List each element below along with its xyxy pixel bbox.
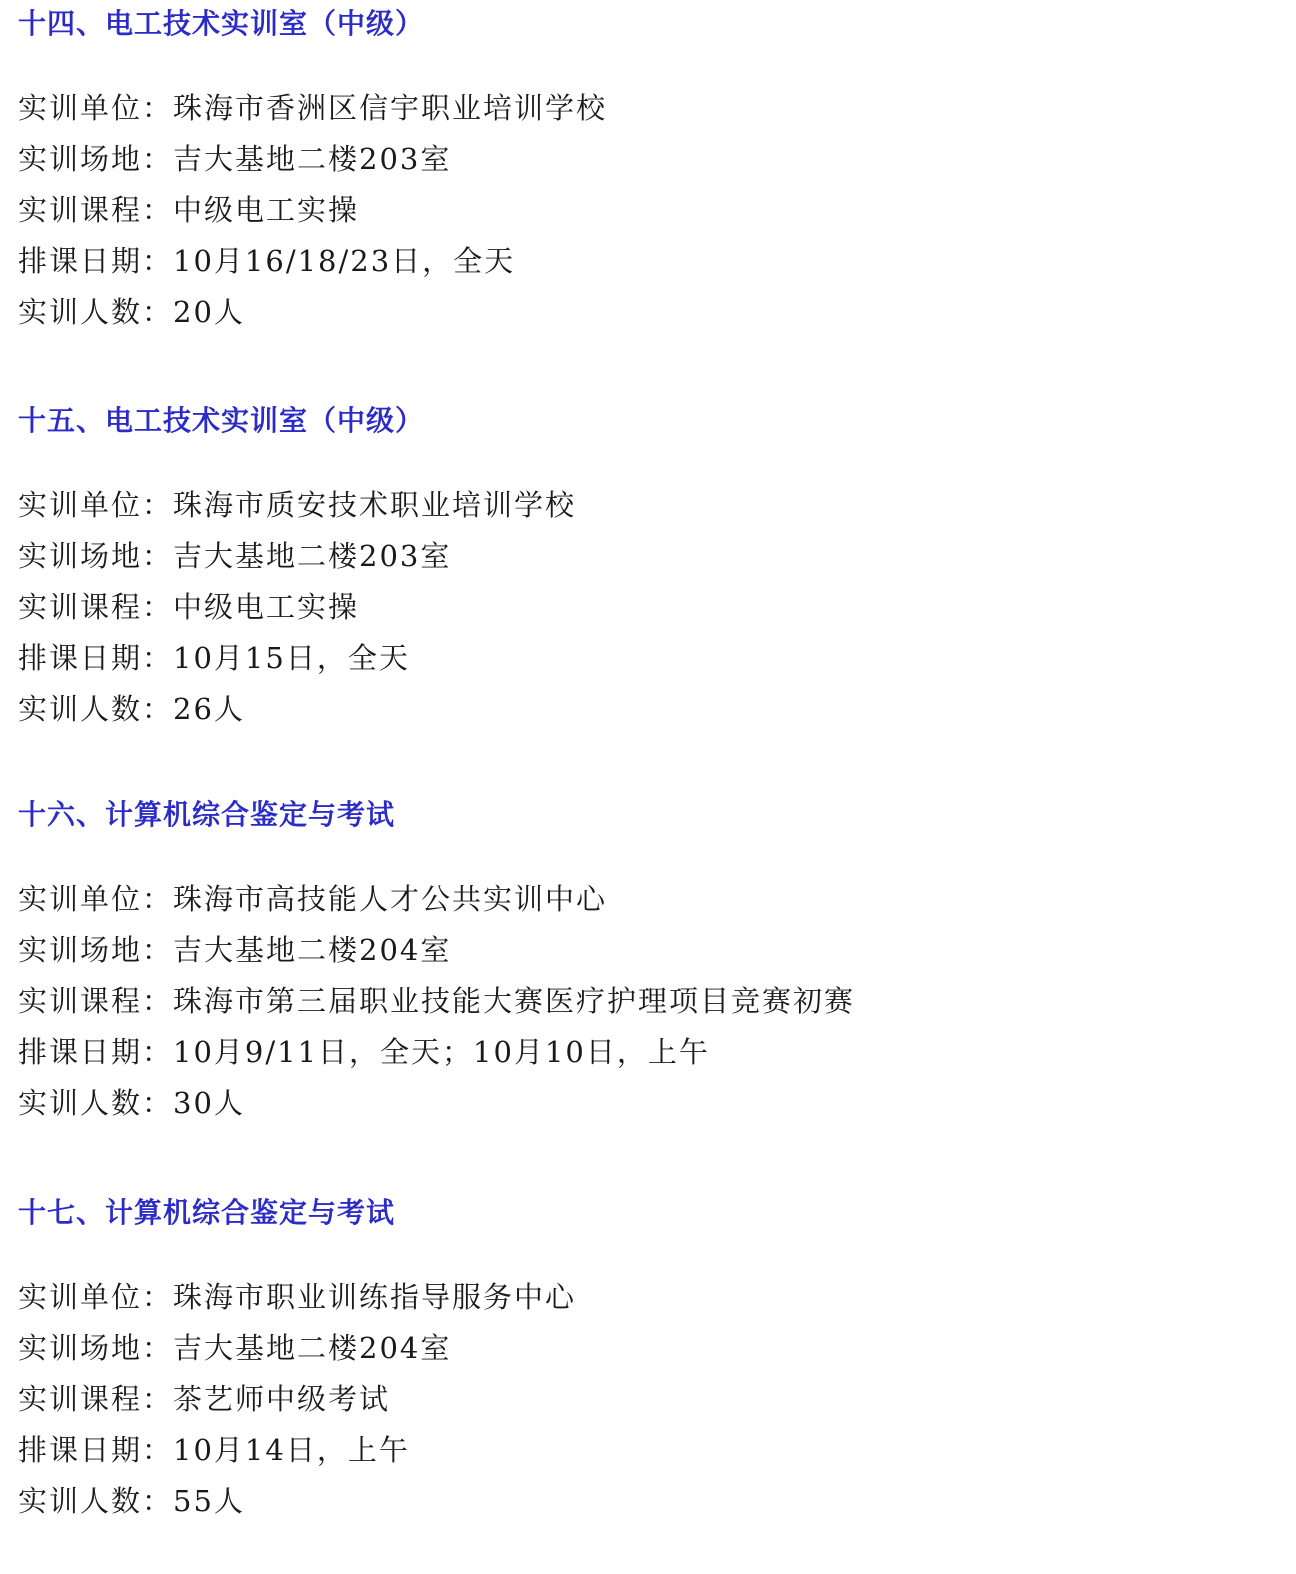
field-list	[18, 480, 1278, 735]
section-16	[18, 795, 1278, 1129]
field-value: 10月15日，全天	[173, 641, 410, 675]
field-course	[18, 582, 1278, 633]
section-14	[18, 4, 1278, 338]
field-unit	[18, 874, 1278, 925]
field-value: 26人	[173, 692, 245, 726]
field-label: 实训人数：	[18, 1086, 174, 1120]
field-unit	[18, 83, 1278, 134]
field-label: 实训人数：	[18, 295, 174, 329]
field-course	[18, 185, 1278, 236]
field-list	[18, 874, 1278, 1129]
field-venue	[18, 1323, 1278, 1374]
field-value: 30人	[173, 1086, 245, 1120]
field-label: 排课日期：	[18, 244, 174, 278]
field-course	[18, 1374, 1278, 1425]
field-value: 吉大基地二楼204室	[173, 1331, 452, 1365]
field-value: 珠海市香洲区信宇职业培训学校	[173, 91, 608, 125]
field-headcount	[18, 1476, 1278, 1527]
field-value: 珠海市质安技术职业培训学校	[173, 488, 577, 522]
field-value: 中级电工实操	[173, 193, 360, 227]
field-label: 实训单位：	[18, 1280, 174, 1314]
section-title: 十六、计算机综合鉴定与考试	[18, 798, 396, 831]
field-label: 实训课程：	[18, 1382, 174, 1416]
field-value: 吉大基地二楼203室	[173, 142, 452, 176]
field-label: 实训课程：	[18, 193, 174, 227]
section-title: 十七、计算机综合鉴定与考试	[18, 1196, 396, 1229]
field-label: 实训场地：	[18, 933, 174, 967]
field-value: 10月9/11日，全天；10月10日，上午	[173, 1035, 710, 1069]
field-schedule	[18, 1425, 1278, 1476]
field-label: 实训场地：	[18, 1331, 174, 1365]
field-label: 实训场地：	[18, 539, 174, 573]
field-venue	[18, 925, 1278, 976]
field-label: 实训课程：	[18, 590, 174, 624]
field-headcount	[18, 684, 1278, 735]
section-title: 十四、电工技术实训室（中级）	[18, 7, 425, 40]
section-15	[18, 401, 1278, 735]
field-label: 实训课程：	[18, 984, 174, 1018]
field-value: 10月16/18/23日，全天	[173, 244, 516, 278]
field-unit	[18, 480, 1278, 531]
field-venue	[18, 531, 1278, 582]
field-value: 茶艺师中级考试	[173, 1382, 391, 1416]
field-value: 10月14日，上午	[173, 1433, 410, 1467]
section-17	[18, 1193, 1278, 1527]
field-unit	[18, 1272, 1278, 1323]
field-label: 实训单位：	[18, 488, 174, 522]
field-label: 排课日期：	[18, 1433, 174, 1467]
field-label: 排课日期：	[18, 1035, 174, 1069]
field-label: 排课日期：	[18, 641, 174, 675]
field-headcount	[18, 287, 1278, 338]
field-value: 珠海市职业训练指导服务中心	[173, 1280, 577, 1314]
field-headcount	[18, 1078, 1278, 1129]
field-value: 吉大基地二楼204室	[173, 933, 452, 967]
field-value: 中级电工实操	[173, 590, 360, 624]
field-schedule	[18, 236, 1278, 287]
field-label: 实训场地：	[18, 142, 174, 176]
field-value: 珠海市高技能人才公共实训中心	[173, 882, 608, 916]
field-label: 实训单位：	[18, 882, 174, 916]
field-list	[18, 83, 1278, 338]
field-course	[18, 976, 1278, 1027]
field-schedule	[18, 1027, 1278, 1078]
field-label: 实训单位：	[18, 91, 174, 125]
field-label: 实训人数：	[18, 692, 174, 726]
field-list	[18, 1272, 1278, 1527]
field-label: 实训人数：	[18, 1484, 174, 1518]
field-value: 吉大基地二楼203室	[173, 539, 452, 573]
section-title: 十五、电工技术实训室（中级）	[18, 404, 425, 437]
field-value: 珠海市第三届职业技能大赛医疗护理项目竞赛初赛	[173, 984, 856, 1018]
field-value: 55人	[173, 1484, 245, 1518]
field-venue	[18, 134, 1278, 185]
field-value: 20人	[173, 295, 245, 329]
field-schedule	[18, 633, 1278, 684]
